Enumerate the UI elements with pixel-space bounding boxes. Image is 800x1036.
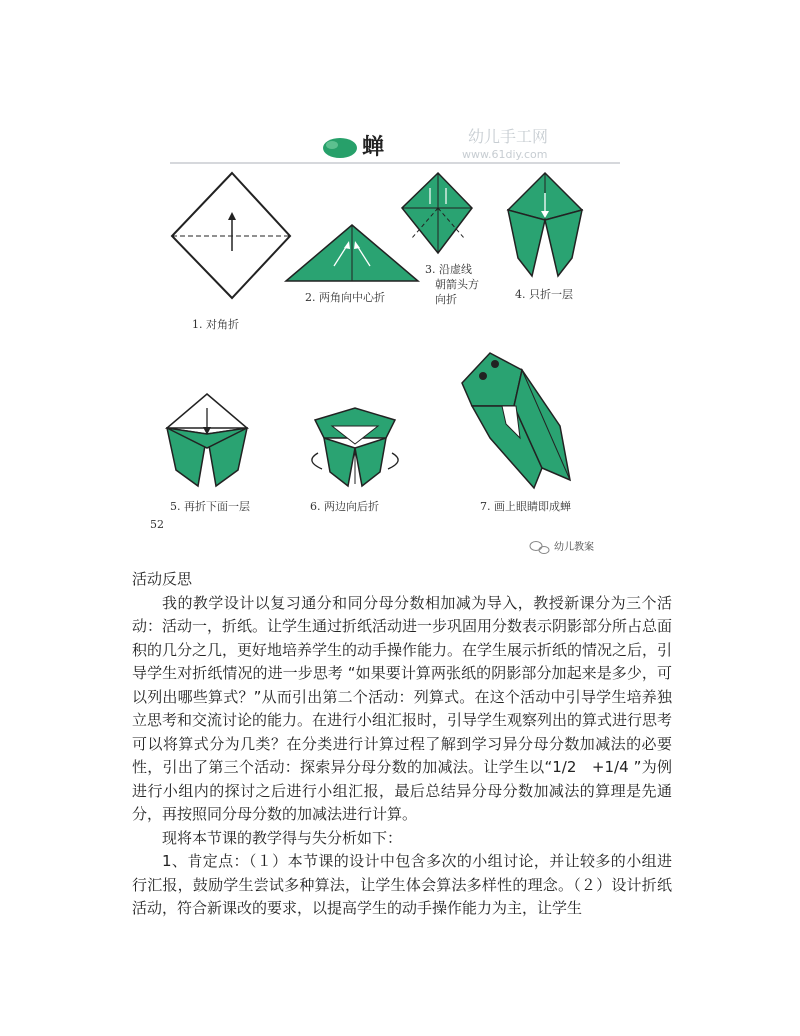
badge-text: 幼儿教案 bbox=[554, 542, 594, 553]
section-heading: 活动反思 bbox=[132, 570, 193, 588]
step-2-caption: 2. 两角向中心折 bbox=[305, 291, 385, 304]
step-5-diagram bbox=[167, 394, 247, 486]
watermark-text: 幼儿手工网 bbox=[468, 127, 549, 146]
page-number: 52 bbox=[150, 518, 164, 531]
leaf-icon bbox=[323, 138, 357, 158]
svg-text:3. 沿虚线: 3. 沿虚线 bbox=[425, 263, 472, 276]
step-4-caption: 4. 只折一层 bbox=[515, 288, 573, 301]
step-7-diagram bbox=[462, 353, 570, 488]
article-body bbox=[132, 568, 672, 921]
figure-title: 蝉 bbox=[362, 134, 385, 160]
svg-text:朝箭头方: 朝箭头方 bbox=[435, 278, 479, 291]
step-2-diagram bbox=[286, 225, 418, 281]
step-7-caption: 7. 画上眼睛即成蝉 bbox=[480, 500, 571, 513]
step-6-caption: 6. 两边向后折 bbox=[310, 500, 379, 513]
origami-cicada-figure bbox=[150, 108, 640, 568]
step-5-caption: 5. 再折下面一层 bbox=[170, 500, 250, 513]
step-6-diagram bbox=[312, 408, 398, 486]
step-1-diagram bbox=[172, 173, 290, 298]
paragraph-3: 1、肯定点：（１）本节课的设计中包含多次的小组讨论，并让较多的小组进行汇报，鼓励学生尝试多种算法，让学生体会算法多样性的理念。（２）设计折纸活动，符合新课改的要求，以提高学生的动手操作能力为主，让学生 bbox=[132, 852, 672, 917]
wechat-badge bbox=[530, 540, 594, 554]
svg-text:向折: 向折 bbox=[435, 293, 457, 306]
step-4-diagram bbox=[508, 173, 582, 276]
step-3-diagram bbox=[402, 173, 472, 253]
paragraph-2: 现将本节课的教学得与失分析如下： bbox=[162, 828, 403, 847]
step-1-caption: 1. 对角折 bbox=[192, 318, 239, 331]
paragraph-1: 我的教学设计以复习通分和同分母分数相加减为导入，教授新课分为三个活动：活动一，折纸。让学生通过折纸活动进一步巩固用分数表示阴影部分所占总面积的几分之几，更好地培养学生的动手操作能力。在学生展示折纸的情况之后，引导学生对折纸情况的进一步思考 “如果要计算两张纸的阴影部分加起来是多少，可以列出哪些算式？”从而引出第二个活动：列算式。在这个活动中引导学生培养独立思考和交流讨论的能力。在进行小组汇报时，引导学生观察列出的算式进行思考可以将算式分为几类？在分类进行计算过程了解到学习异分母分数加减法的必要性，引出了第三个活动：探索异分母分数的加减法。让学生以“1/2 +1/4 ”为例进行小组内的探讨之后进行小组汇报，最后总结异分母分数加减法的算理是先通分，再按照同分母分数的加减法进行计算。 bbox=[132, 593, 673, 823]
watermark-url: www.61diy.com bbox=[462, 148, 548, 161]
figure-title-bar bbox=[170, 127, 620, 163]
step-3-caption bbox=[425, 262, 479, 306]
